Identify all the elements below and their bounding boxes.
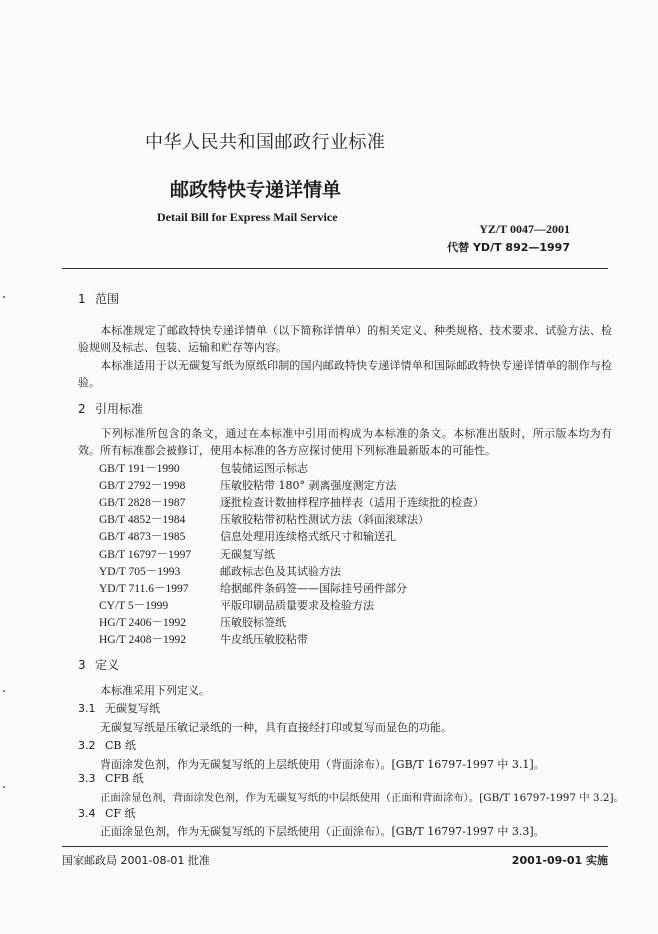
- document-title-english: Detail Bill for Express Mail Service: [157, 210, 338, 224]
- standard-code: GB/T 4852－1984: [99, 514, 186, 527]
- standard-name: 信息处理用连续格式纸尺寸和输送孔: [220, 530, 396, 544]
- standard-code: CY/T 5－1999: [99, 600, 169, 613]
- standard-code: GB/T 2792－1998: [99, 479, 186, 492]
- list-item: [99, 614, 484, 631]
- section-number: 3: [78, 658, 86, 672]
- footer-divider: [62, 846, 608, 847]
- standard-name: 平版印刷品质量要求及检验方法: [220, 599, 374, 613]
- section-1-heading: [78, 290, 119, 307]
- standard-code: YD/T 711.6－1997: [99, 582, 189, 595]
- definition-3-1-heading: [78, 700, 160, 716]
- section-number: 2: [78, 402, 86, 416]
- list-item: [99, 562, 484, 579]
- section-number: 1: [78, 292, 86, 306]
- definition-term: CFB 纸: [105, 772, 144, 785]
- section-title: 范围: [95, 292, 120, 306]
- standard-code: YD/T 705－1993: [99, 565, 181, 578]
- standard-name: 邮政标志色及其试验方法: [220, 564, 341, 578]
- list-item: [99, 476, 484, 493]
- section-2-paragraph-1: 下列标准所包含的条文，通过在本标准中引用而构成为本标准的条文。本标准出版时，所示版本均为有效。所有标准都会被修订，使用本标准的各方应探讨使用下列标准最新版本的可能性。: [78, 427, 612, 457]
- section-3-paragraph-1: 本标准采用下列定义。: [100, 684, 210, 697]
- section-1-paragraph-2: 本标准适用于以无碳复写纸为原纸印制的国内邮政特快专递详情单和国际邮政特快专递详情单的制作与检验。: [78, 359, 612, 389]
- standard-code: GB/T 191－1990: [99, 462, 180, 475]
- definition-number: 3.2: [78, 739, 96, 752]
- standard-name: 逐批检查计数抽样程序抽样表（适用于连续批的检查）: [220, 495, 484, 509]
- standard-organization: 中华人民共和国邮政行业标准: [145, 132, 386, 153]
- standard-code: GB/T 2828－1987: [99, 496, 186, 509]
- list-item: [99, 493, 484, 510]
- standard-name: 压敏胶粘带初粘性测试方法（斜面滚球法）: [220, 513, 429, 527]
- definition-term: CB 纸: [105, 739, 136, 752]
- standard-code: GB/T 4873－1985: [99, 531, 186, 544]
- list-item: [99, 511, 484, 528]
- section-3-heading: [78, 656, 119, 673]
- definition-term: CF 纸: [105, 807, 136, 820]
- definition-number: 3.4: [78, 807, 96, 820]
- definition-3-4-heading: [78, 805, 136, 821]
- standard-number: YZ/T 0047—2001: [479, 222, 570, 236]
- list-item: [99, 459, 484, 476]
- definition-3-1-text: 无碳复写纸是压敏记录纸的一种，具有直接经打印或复写而显色的功能。: [100, 721, 452, 734]
- list-item: [99, 579, 484, 596]
- standard-code: GB/T 16797－1997: [99, 548, 192, 561]
- replaces-standard: 代替 YD/T 892—1997: [447, 241, 570, 254]
- definition-3-3-text: 正面涂显色剂，背面涂发色剂，作为无碳复写纸的中层纸使用（正面和背面涂布）。[GB/T 16797-1997 中 3.2]。: [100, 792, 624, 804]
- scan-speck: [3, 786, 5, 788]
- standard-code: HG/T 2408－1992: [99, 634, 186, 647]
- standard-name: 压敏胶粘带 180° 剥离强度测定方法: [220, 478, 397, 492]
- standard-name: 无碳复写纸: [220, 547, 275, 561]
- definition-3-2-heading: [78, 737, 136, 753]
- document-title: 邮政特快专递详情单: [170, 179, 342, 201]
- implementation-date: 2001-09-01 实施: [511, 854, 608, 867]
- list-item: [99, 528, 484, 545]
- definition-number: 3.3: [78, 772, 96, 785]
- standard-code: HG/T 2406－1992: [99, 617, 186, 630]
- approval-date: 国家邮政局 2001-08-01 批准: [62, 854, 210, 867]
- definition-3-4-text: 正面涂显色剂，作为无碳复写纸的下层纸使用（正面涂布）。[GB/T 16797-1997 中 3.3]。: [100, 825, 545, 838]
- definition-3-3-heading: [78, 770, 144, 786]
- list-item: [99, 631, 484, 648]
- standard-name: 给据邮件条码签——国际挂号函件部分: [220, 581, 407, 595]
- standard-name: 牛皮纸压敏胶粘带: [220, 633, 308, 647]
- scan-speck: [3, 690, 5, 692]
- scan-speck: [3, 296, 5, 298]
- section-title: 引用标准: [95, 402, 144, 416]
- definition-term: 无碳复写纸: [105, 702, 160, 715]
- referenced-standards-list: [99, 459, 484, 648]
- list-item: [99, 545, 484, 562]
- standard-name: 压敏胶标签纸: [220, 616, 286, 630]
- section-title: 定义: [95, 658, 120, 672]
- definition-number: 3.1: [78, 702, 96, 715]
- list-item: [99, 597, 484, 614]
- definition-3-2-text: 背面涂发色剂，作为无碳复写纸的上层纸使用（背面涂布）。[GB/T 16797-1997 中 3.1]。: [100, 758, 545, 771]
- header-divider: [62, 268, 608, 269]
- standard-name: 包装储运图示标志: [220, 461, 308, 475]
- section-1-paragraph-1: 本标准规定了邮政特快专递详情单（以下简称详情单）的相关定义、种类规格、技术要求、试验方法、检验规则及标志、包装、运输和贮存等内容。: [78, 324, 612, 354]
- section-2-heading: [78, 400, 143, 417]
